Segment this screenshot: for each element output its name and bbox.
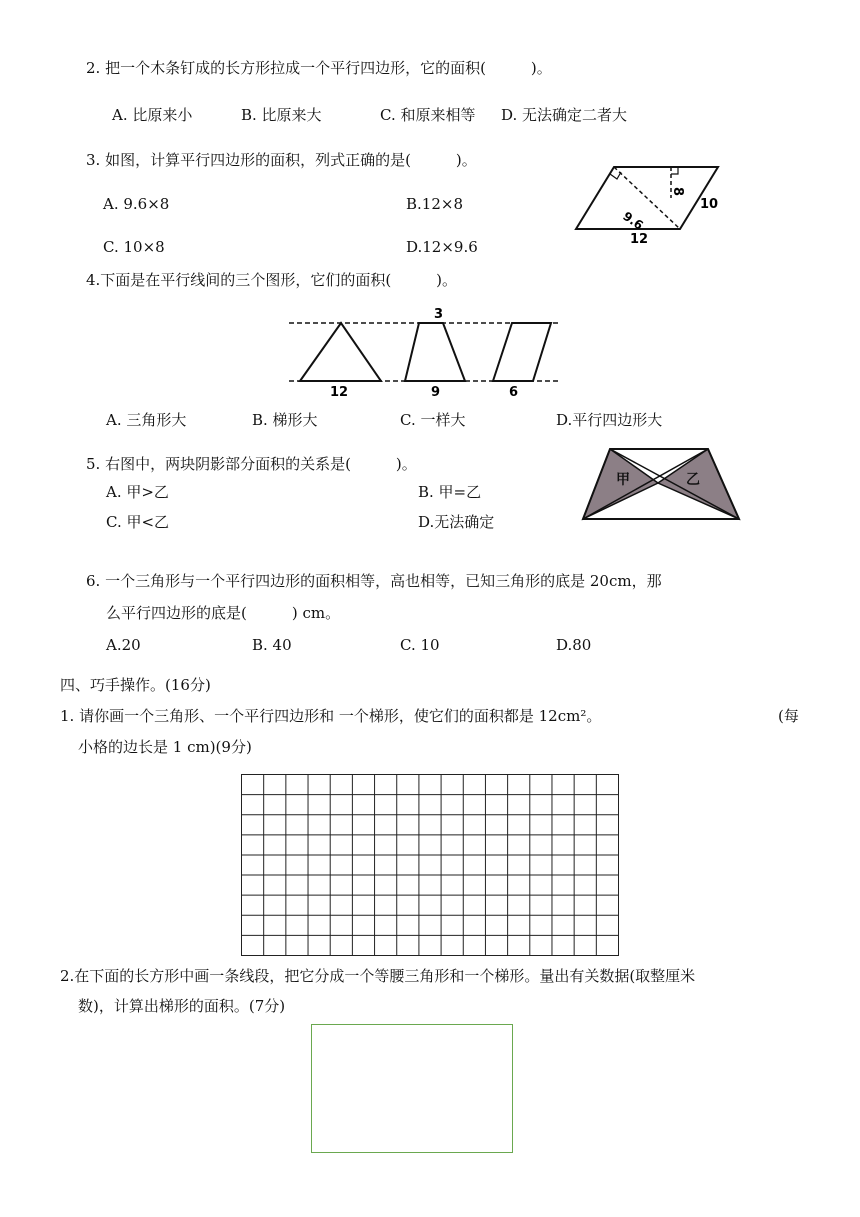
section-4-title: 四、巧手操作。(16分) bbox=[60, 676, 211, 694]
label-base: 12 bbox=[630, 232, 649, 247]
grid-lines bbox=[241, 774, 619, 956]
q5-option-a[interactable]: A. 甲>乙 bbox=[106, 483, 169, 501]
q4-option-c[interactable]: C. 一样大 bbox=[400, 411, 466, 429]
q4-stem: 4.下面是在平行线间的三个图形，它们的面积( )。 bbox=[86, 271, 458, 289]
right-angle-mark bbox=[671, 167, 678, 174]
q5-option-d[interactable]: D.无法确定 bbox=[418, 513, 495, 531]
q6-option-c[interactable]: C. 10 bbox=[400, 636, 440, 654]
label-trapezoid-base: 9 bbox=[431, 385, 441, 400]
label-height-2: 9.6 bbox=[620, 208, 646, 233]
q4-option-d[interactable]: D.平行四边形大 bbox=[556, 411, 663, 429]
label-triangle-base: 12 bbox=[330, 385, 349, 400]
q2-option-c[interactable]: C. 和原来相等 bbox=[380, 106, 476, 124]
trapezoid-shape bbox=[405, 323, 465, 381]
drawing-grid[interactable] bbox=[241, 774, 619, 956]
s4-q1-line-2: 小格的边长是 1 cm)(9分) bbox=[78, 738, 252, 756]
q3-option-b[interactable]: B.12×8 bbox=[406, 195, 463, 213]
parallelogram-shape bbox=[493, 323, 551, 381]
q5-shaded-trapezoid-figure bbox=[578, 444, 744, 524]
q5-option-b[interactable]: B. 甲=乙 bbox=[418, 483, 482, 501]
q5-option-c[interactable]: C. 甲<乙 bbox=[106, 513, 170, 531]
q3-option-c[interactable]: C. 10×8 bbox=[103, 238, 165, 256]
q3-option-a[interactable]: A. 9.6×8 bbox=[103, 195, 170, 213]
q6-option-a[interactable]: A.20 bbox=[106, 636, 141, 654]
q3-parallelogram-figure bbox=[570, 160, 730, 250]
q6-line-2: 么平行四边形的底是( ) cm。 bbox=[106, 604, 341, 622]
q2-option-b[interactable]: B. 比原来大 bbox=[241, 106, 322, 124]
label-yi: 乙 bbox=[686, 472, 700, 488]
q3-stem: 3. 如图，计算平行四边形的面积，列式正确的是( )。 bbox=[86, 151, 477, 169]
label-parallelogram-base: 6 bbox=[509, 385, 519, 400]
label-trapezoid-top: 3 bbox=[434, 307, 444, 322]
q2-option-a[interactable]: A. 比原来小 bbox=[112, 106, 193, 124]
s4-q1-note: (每 bbox=[778, 707, 799, 725]
s4-q1-line-1: 1. 请你画一个三角形、一个平行四边形和 一个梯形，使它们的面积都是 12cm²。 bbox=[60, 707, 602, 725]
q6-option-b[interactable]: B. 40 bbox=[252, 636, 292, 654]
q2-option-d[interactable]: D. 无法确定二者大 bbox=[501, 106, 628, 124]
q3-option-d[interactable]: D.12×9.6 bbox=[406, 238, 478, 256]
q2-stem: 2. 把一个木条钉成的长方形拉成一个平行四边形，它的面积( )。 bbox=[86, 59, 552, 77]
q4-three-shapes-figure bbox=[285, 305, 565, 400]
q5-stem: 5. 右图中，两块阴影部分面积的关系是( )。 bbox=[86, 455, 417, 473]
triangle-shape bbox=[300, 323, 381, 381]
q6-line-1: 6. 一个三角形与一个平行四边形的面积相等，高也相等，已知三角形的底是 20cm，那 bbox=[86, 572, 662, 590]
s4-q2-line-2: 数)，计算出梯形的面积。(7分) bbox=[78, 997, 286, 1015]
label-jia: 甲 bbox=[616, 472, 630, 488]
label-height-1: 8 bbox=[670, 187, 685, 197]
label-side: 10 bbox=[700, 197, 719, 212]
s4-q2-line-1: 2.在下面的长方形中画一条线段，把它分成一个等腰三角形和一个梯形。量出有关数据(取整厘米 bbox=[60, 967, 696, 985]
q4-option-a[interactable]: A. 三角形大 bbox=[106, 411, 187, 429]
q4-option-b[interactable]: B. 梯形大 bbox=[252, 411, 318, 429]
answer-rectangle[interactable] bbox=[311, 1024, 513, 1153]
q6-option-d[interactable]: D.80 bbox=[556, 636, 592, 654]
